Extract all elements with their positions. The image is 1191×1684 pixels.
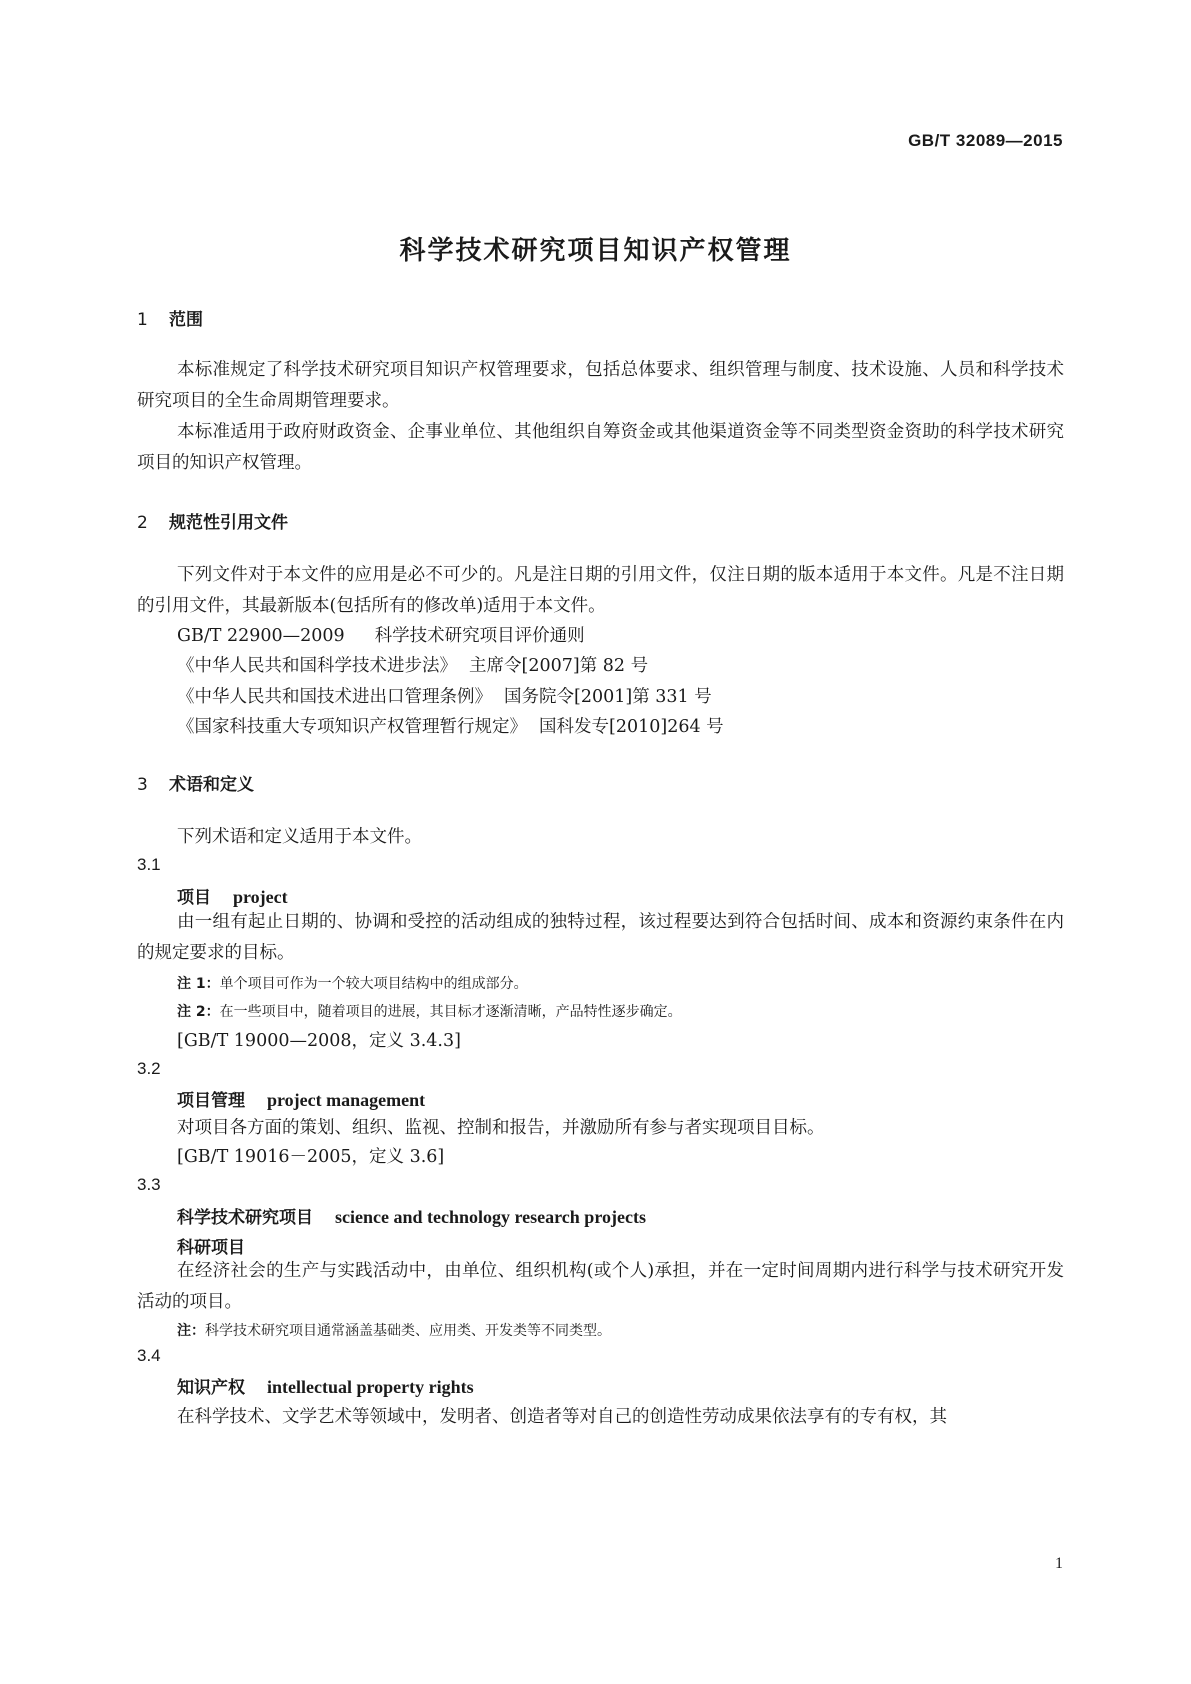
term-source: [GB/T 19016－2005，定义 3.6] <box>177 1147 445 1167</box>
note-text: 科学技术研究项目通常涵盖基础类、应用类、开发类等不同类型。 <box>205 1323 611 1339</box>
reference-code: 《中华人民共和国科学技术进步法》 <box>177 656 457 676</box>
section-number: 3 <box>137 775 148 795</box>
normative-reference <box>177 683 712 708</box>
page-number: 1 <box>1055 1555 1063 1572</box>
term-english: intellectual property rights <box>267 1377 474 1397</box>
section-2-paragraph: 下列文件对于本文件的应用是必不可少的。凡是注日期的引用文件，仅注日期的版本适用于本文件。凡是不注日期的引用文件，其最新版本(包括所有的修改单)适用于本文件。 <box>137 565 1064 616</box>
reference-code: 《国家科技重大专项知识产权管理暂行规定》 <box>177 717 527 737</box>
term-definition: 在经济社会的生产与实践活动中，由单位、组织机构(或个人)承担，并在一定时间周期内进行科学与技术研究开发活动的项目。 <box>137 1261 1064 1312</box>
section-title: 规范性引用文件 <box>169 513 288 533</box>
term-chinese: 项目 <box>177 888 211 908</box>
term-english: project <box>233 887 288 907</box>
normative-reference <box>177 713 724 738</box>
term-definition: 对项目各方面的策划、组织、监视、控制和报告，并激励所有参与者实现项目目标。 <box>177 1118 825 1138</box>
note-text: 在一些项目中，随着项目的进展，其目标才逐渐清晰，产品特性逐步确定。 <box>219 1004 682 1020</box>
term-source: [GB/T 19000—2008，定义 3.4.3] <box>177 1031 461 1051</box>
document-title: 科学技术研究项目知识产权管理 <box>399 236 792 266</box>
reference-title: 科学技术研究项目评价通则 <box>374 626 585 646</box>
term-english: project management <box>267 1090 426 1110</box>
term-definition: 由一组有起止日期的、协调和受控的活动组成的独特过程，该过程要达到符合包括时间、成本和资源约束条件在内的规定要求的目标。 <box>137 912 1064 963</box>
section-number: 2 <box>137 513 148 533</box>
term-note <box>177 1320 611 1340</box>
section-title: 范围 <box>169 310 203 330</box>
normative-reference <box>177 652 648 677</box>
section-3-intro: 下列术语和定义适用于本文件。 <box>177 827 422 847</box>
term-entry <box>177 883 288 908</box>
term-alt-chinese: 科研项目 <box>177 1238 245 1258</box>
reference-code: GB/T 22900—2009 <box>177 626 345 646</box>
term-english: science and technology research projects <box>335 1207 646 1227</box>
term-chinese: 知识产权 <box>177 1378 245 1398</box>
section-1-paragraph-1: 本标准规定了科学技术研究项目知识产权管理要求，包括总体要求、组织管理与制度、技术设施、人员和科学技术研究项目的全生命周期管理要求。 <box>137 360 1064 411</box>
term-number: 3.4 <box>137 1346 161 1365</box>
term-alternative <box>177 1233 245 1258</box>
note-label: 注 2： <box>177 1004 220 1020</box>
section-title: 术语和定义 <box>169 775 254 795</box>
term-chinese: 科学技术研究项目 <box>177 1208 313 1228</box>
term-number: 3.2 <box>137 1059 161 1078</box>
reference-title: 主席令[2007]第 82 号 <box>469 656 649 676</box>
term-entry <box>177 1086 425 1111</box>
note-label: 注 1： <box>177 976 220 992</box>
section-1-heading <box>137 305 203 330</box>
standard-code: GB/T 32089—2015 <box>908 131 1063 150</box>
note-text: 单个项目可作为一个较大项目结构中的组成部分。 <box>219 976 528 992</box>
note-label: 注： <box>177 1323 205 1339</box>
reference-code: 《中华人民共和国技术进出口管理条例》 <box>177 687 492 707</box>
reference-title: 国科发专[2010]264 号 <box>539 717 724 737</box>
term-chinese: 项目管理 <box>177 1091 245 1111</box>
section-1-paragraph-2: 本标准适用于政府财政资金、企事业单位、其他组织自筹资金或其他渠道资金等不同类型资金资助的科学技术研究项目的知识产权管理。 <box>137 422 1064 473</box>
term-number: 3.3 <box>137 1175 161 1194</box>
term-entry <box>177 1373 474 1398</box>
section-number: 1 <box>137 310 148 330</box>
reference-title: 国务院令[2001]第 331 号 <box>504 687 712 707</box>
term-note <box>177 973 528 993</box>
section-2-heading <box>137 508 288 533</box>
term-entry <box>177 1203 646 1228</box>
term-note <box>177 1001 682 1021</box>
term-definition: 在科学技术、文学艺术等领域中，发明者、创造者等对自己的创造性劳动成果依法享有的专有权，其 <box>177 1407 947 1427</box>
normative-reference <box>177 622 585 647</box>
section-3-heading <box>137 770 254 795</box>
term-number: 3.1 <box>137 855 161 874</box>
